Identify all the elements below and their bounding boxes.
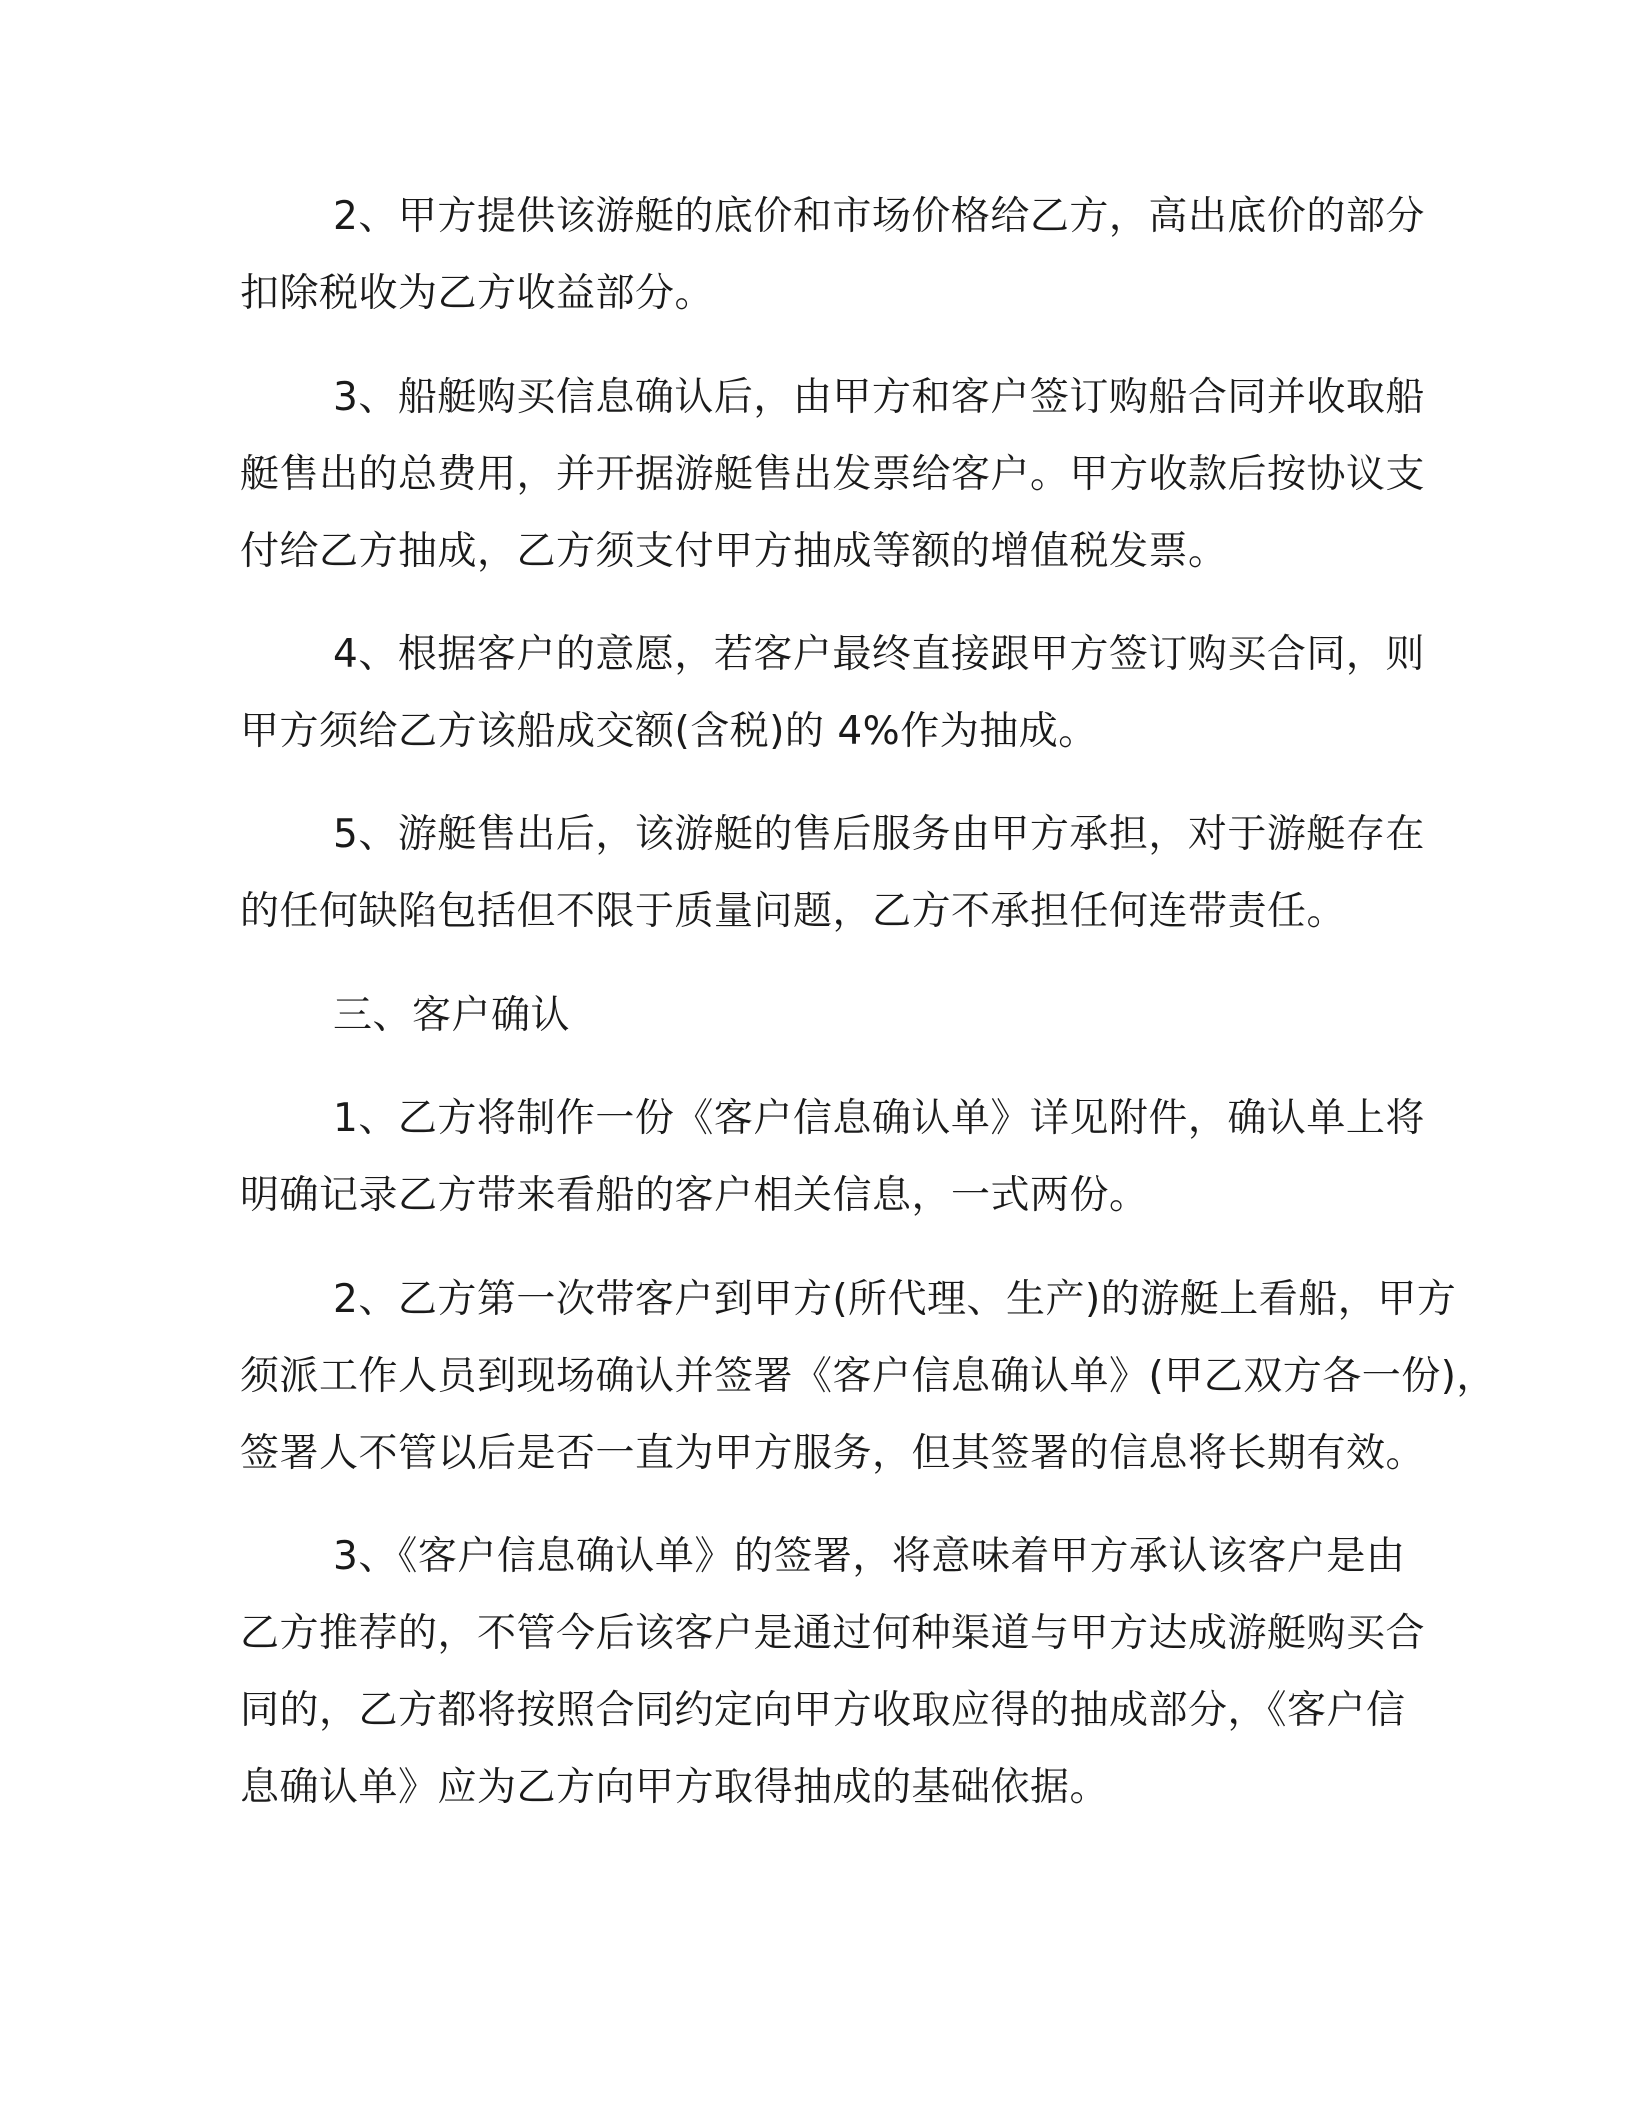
clause-2-line-2: 扣除税收为乙方收益部分。 bbox=[240, 271, 715, 316]
clause-2-line-1: 2、甲方提供该游艇的底价和市场价格给乙方，高出底价的部分 bbox=[333, 194, 1425, 239]
clause-3-line-3: 付给乙方抽成，乙方须支付甲方抽成等额的增值税发票。 bbox=[240, 529, 1228, 574]
clause-4-line-1: 4、根据客户的意愿，若客户最终直接跟甲方签订购买合同，则 bbox=[333, 632, 1425, 677]
section3-clause-3-line-2: 乙方推荐的，不管今后该客户是通过何种渠道与甲方达成游艇购买合 bbox=[240, 1611, 1426, 1656]
section3-clause-1-line-1: 1、乙方将制作一份《客户信息确认单》详见附件，确认单上将 bbox=[333, 1096, 1425, 1141]
section3-clause-2-line-1: 2、乙方第一次带客户到甲方(所代理、生产)的游艇上看船，甲方 bbox=[333, 1277, 1457, 1322]
clause-3-line-2: 艇售出的总费用，并开据游艇售出发票给客户。甲方收款后按协议支 bbox=[240, 452, 1426, 497]
clause-5-line-1: 5、游艇售出后，该游艇的售后服务由甲方承担，对于游艇存在 bbox=[333, 812, 1425, 857]
section3-clause-3-line-1: 3、《客户信息确认单》的签署，将意味着甲方承认该客户是由 bbox=[333, 1534, 1406, 1579]
section3-clause-1-line-2: 明确记录乙方带来看船的客户相关信息，一式两份。 bbox=[240, 1173, 1149, 1218]
clause-3-line-1: 3、船艇购买信息确认后，由甲方和客户签订购船合同并收取船 bbox=[333, 375, 1425, 420]
section3-clause-2-line-3: 签署人不管以后是否一直为甲方服务，但其签署的信息将长期有效。 bbox=[240, 1431, 1426, 1476]
section3-clause-3-line-4: 息确认单》应为乙方向甲方取得抽成的基础依据。 bbox=[240, 1765, 1110, 1810]
clause-5-line-2: 的任何缺陷包括但不限于质量问题，乙方不承担任何连带责任。 bbox=[240, 889, 1347, 934]
section-heading-customer-confirmation: 三、客户确认 bbox=[333, 993, 571, 1038]
section3-clause-3-line-3: 同的，乙方都将按照合同约定向甲方收取应得的抽成部分，《客户信 bbox=[240, 1688, 1406, 1733]
clause-4-line-2: 甲方须给乙方该船成交额(含税)的 4%作为抽成。 bbox=[240, 709, 1098, 754]
section3-clause-2-line-2: 须派工作人员到现场确认并签署《客户信息确认单》(甲乙双方各一份)， bbox=[240, 1354, 1496, 1399]
